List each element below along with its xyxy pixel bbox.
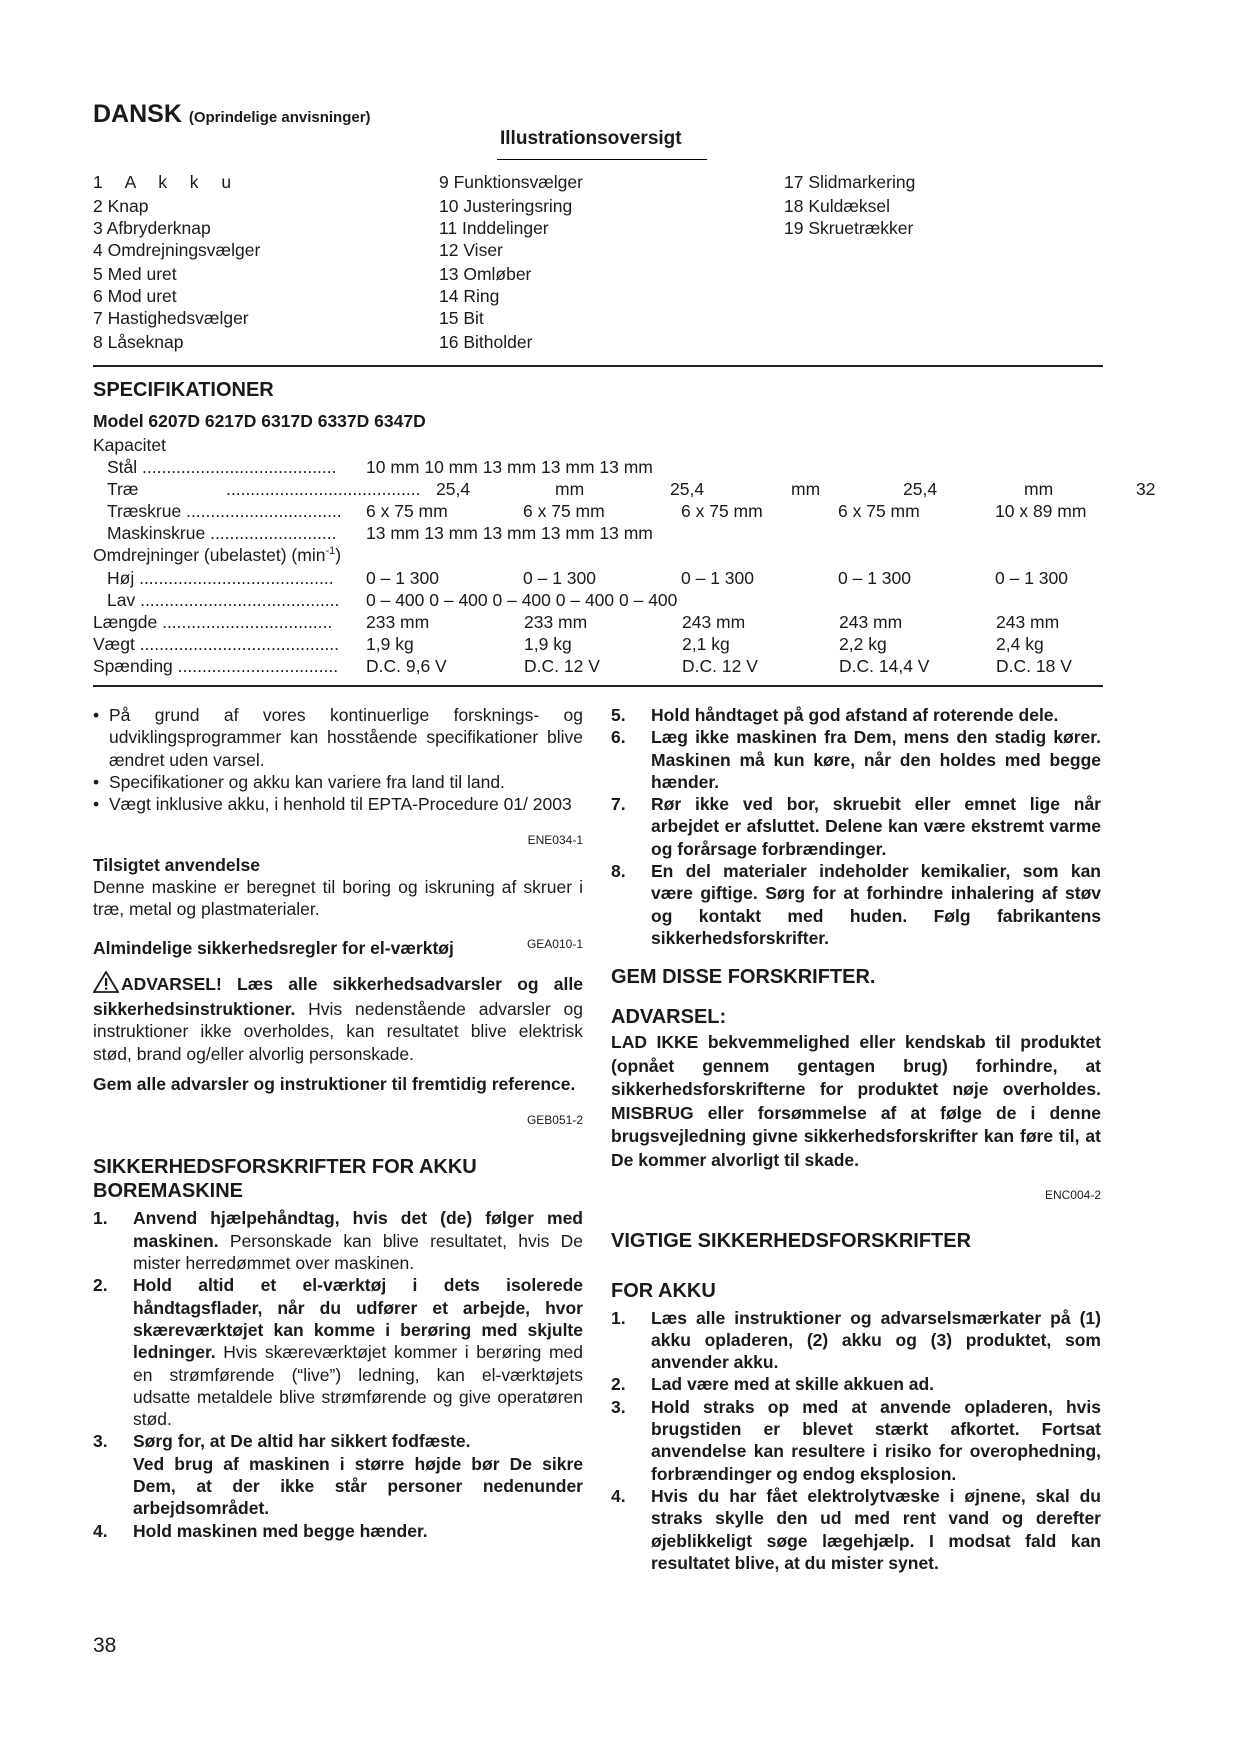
warning-icon <box>93 971 119 998</box>
list-item <box>611 1373 1101 1395</box>
language-subtitle: (Oprindelige anvisninger) <box>188 109 371 126</box>
item-number: 1. <box>93 1208 108 1229</box>
spec-spaending-v5: D.C. 18 V <box>996 656 1072 676</box>
spec-note: • Vægt inklusive akku, i henhold til EPTA-Procedure 01/ 2003 <box>93 793 583 815</box>
spec-laengde-label: Længde ................................... <box>93 612 333 632</box>
warning-text: Hvis nedenstående advarsler og instruktioner ikke overholdes, kan resultatet blive elektrisk stød, brand og/eller alvorlig personskade. <box>93 998 583 1064</box>
item-bold: Læs alle instruktioner og advarselsmærkater på (1) akku opladeren, (2) akku og (3) produktet, som anvender akku. <box>651 1307 1101 1373</box>
spec-hoj-v3: 0 – 1 300 <box>681 568 754 588</box>
doc-code: ENE034-1 <box>527 833 583 848</box>
spec-hoj-label: Høj ........................................ <box>107 568 334 588</box>
illustration-list-col1 <box>93 171 423 353</box>
spec-omdrejninger-unit: -1 <box>325 545 336 558</box>
list-item: 7 Hastighedsvælger <box>93 308 249 328</box>
list-item <box>611 704 1101 726</box>
spec-vaegt-v4: 2,2 kg <box>839 634 887 654</box>
item-number: 7. <box>611 794 626 815</box>
item-number: 5. <box>611 705 626 725</box>
general-safety-title: Almindelige sikkerhedsregler for el-værktøj <box>93 937 454 958</box>
list-item: 13 Omløber <box>439 264 532 284</box>
drill-safety-list <box>93 1207 583 1541</box>
spec-spaending-v4: D.C. 14,4 V <box>839 656 930 676</box>
keep-instructions: Gem alle advarsler og instruktioner til fremtidig reference. <box>93 1073 576 1094</box>
doc-code: GEA010-1 <box>526 936 583 951</box>
spec-vaegt-label: Vægt ......................................... <box>93 634 340 654</box>
spec-trae-mm2: mm <box>791 479 821 499</box>
list-item: 2 Knap <box>93 196 149 216</box>
list-item: 10 Justeringsring <box>439 196 573 216</box>
illustration-list-col2 <box>439 171 769 353</box>
spec-omdrejninger-label: Omdrejninger (ubelastet) (min <box>93 545 326 565</box>
spec-maskinskrue-label: Maskinskrue .......................... <box>107 523 337 543</box>
general-safety-header <box>93 933 583 959</box>
item-number: 8. <box>611 861 626 882</box>
list-item <box>611 726 1101 793</box>
spec-laengde-v5: 243 mm <box>996 612 1060 632</box>
right-column <box>611 704 1101 1574</box>
item-number: 4. <box>611 1485 626 1506</box>
item-bold: Hold altid et el-værktøj i dets isolerede håndtagsflader, når du udfører et arbejde, hvor skæreværktøjet kan komme i berøring med skjulte ledninger. <box>133 1275 583 1363</box>
list-item <box>611 793 1101 860</box>
intended-use-text: Denne maskine er beregnet til boring og iskruning af skruer i træ, metal og plastmaterialer. <box>93 877 583 920</box>
spec-trae-dots: ........................................ <box>226 479 421 499</box>
list-item <box>611 1307 1101 1374</box>
list-item: 9 Funktionsvælger <box>439 172 583 192</box>
list-item <box>611 860 1101 949</box>
spec-spaending-v3: D.C. 12 V <box>682 656 758 676</box>
spec-hoj-v5: 0 – 1 300 <box>995 568 1068 588</box>
battery-safety-list <box>611 1307 1101 1575</box>
item-bold: Læg ikke maskinen fra Dem, mens den stadig kører. Maskinen må kun køre, når den holdes med begge hænder. <box>651 727 1101 792</box>
spec-spaending-label: Spænding ................................. <box>93 656 339 676</box>
spec-kapacitet: Kapacitet <box>93 435 166 455</box>
spec-lav-values: 0 – 400 0 – 400 0 – 400 0 – 400 0 – 400 <box>366 590 678 610</box>
illustration-title: Illustrationsoversigt <box>500 128 682 149</box>
list-item: 8 Låseknap <box>93 332 184 352</box>
item-number: 1. <box>611 1307 626 1328</box>
list-item: 1 A k k u <box>93 172 232 192</box>
item-number: 2. <box>93 1275 108 1296</box>
spec-traeskrue-v4: 6 x 75 mm <box>838 501 920 521</box>
list-item <box>93 1274 583 1430</box>
item-bold: Hold maskinen med begge hænder. <box>133 1520 428 1541</box>
list-item <box>611 1485 1101 1574</box>
spec-note: • Specifikationer og akku kan variere fra land til land. <box>93 771 583 793</box>
left-column <box>93 704 583 1542</box>
doc-code: GEB051-2 <box>526 1113 583 1128</box>
warning-paragraph <box>93 971 583 1065</box>
list-item: 6 Mod uret <box>93 286 177 306</box>
list-item: 5 Med uret <box>93 264 177 284</box>
item-bold: Hold håndtaget på god afstand af roterende dele. <box>651 705 1059 725</box>
item-bold: Hvis du har fået elektrolytvæske i øjnene, skal du straks skylle den ud med rent vand og derefter øjeblikkeligt søge lægehjælp. I modsat fald kan resultatet blive, at du mister synet. <box>651 1485 1101 1573</box>
list-item: 16 Bitholder <box>439 332 533 352</box>
item-bold: Ved brug af maskinen i større højde bør De sikre Dem, at der ikke står personer nedenunder arbejdsområdet. <box>133 1453 583 1519</box>
warning-heading: ADVARSEL: <box>611 1006 727 1029</box>
spec-laengde-v2: 233 mm <box>524 612 588 632</box>
spec-vaegt-v5: 2,4 kg <box>996 634 1044 654</box>
spec-hoj-v2: 0 – 1 300 <box>523 568 596 588</box>
list-item: 18 Kuldæksel <box>784 196 891 216</box>
save-instructions-heading: GEM DISSE FORSKRIFTER. <box>611 966 876 989</box>
page-title <box>93 100 371 129</box>
item-number: 3. <box>93 1431 108 1452</box>
item-text: Personskade kan blive resultatet, hvis De mister herredømmet over maskinen. <box>133 1230 583 1274</box>
spec-traeskrue-label: Træskrue ................................ <box>107 501 342 521</box>
battery-safety-heading: VIGTIGE SIKKERHEDSFORSKRIFTER <box>611 1229 972 1252</box>
spec-trae-mm3: mm <box>1024 479 1054 499</box>
doc-code: ENC004-2 <box>1044 1188 1101 1203</box>
spec-hoj-v4: 0 – 1 300 <box>838 568 911 588</box>
spec-lav-label: Lav ......................................... <box>107 590 340 610</box>
list-item: 14 Ring <box>439 286 500 306</box>
illustration-list-col3 <box>784 171 1114 239</box>
spec-trae-v4: 32 <box>1136 479 1156 499</box>
list-item: 3 Afbryderknap <box>93 218 211 238</box>
item-bold: En del materialer indeholder kemikalier, som kan være giftige. Sørg for at forhindre inhalering af støv og kontakt med huden. Følg fabrikantens sikkerhedsforskrifter. <box>651 861 1101 948</box>
list-item <box>611 1396 1101 1485</box>
specifications-heading: SPECIFIKATIONER <box>93 379 274 401</box>
list-item: 15 Bit <box>439 308 484 328</box>
item-bold: Anvend hjælpehåndtag, hvis det (de) følger med maskinen. <box>133 1208 583 1251</box>
list-item <box>93 1520 583 1542</box>
item-number: 2. <box>611 1374 626 1395</box>
intended-use-title: Tilsigtet anvendelse <box>93 854 260 875</box>
spec-model-line: Model 6207D 6217D 6317D 6337D 6347D <box>93 411 426 431</box>
spec-traeskrue-v1: 6 x 75 mm <box>366 501 448 521</box>
list-item: 12 Viser <box>439 240 503 260</box>
spec-traeskrue-v5: 10 x 89 mm <box>995 501 1087 521</box>
list-item: 17 Slidmarkering <box>784 172 916 192</box>
spec-trae-label: Træ <box>107 479 139 499</box>
spec-staal-values: 10 mm 10 mm 13 mm 13 mm 13 mm <box>366 457 653 477</box>
spec-vaegt-v2: 1,9 kg <box>524 634 572 654</box>
spec-traeskrue-v3: 6 x 75 mm <box>681 501 763 521</box>
spec-omdrejninger-close: ) <box>335 545 342 565</box>
list-item <box>93 1207 583 1274</box>
language-title: DANSK <box>93 100 182 128</box>
item-number: 4. <box>93 1520 108 1541</box>
spec-hoj-v1: 0 – 1 300 <box>366 568 439 588</box>
spec-laengde-v3: 243 mm <box>682 612 746 632</box>
title-underline <box>497 159 707 160</box>
item-bold: Hold straks op med at anvende opladeren, hvis brugstiden er blevet stærkt afkortet. Fortsat anvendelse kan resultere i risiko for overophedning, forbrændinger og endog eksplosion. <box>651 1396 1101 1484</box>
spec-staal-label: Stål ........................................ <box>107 457 337 477</box>
item-text: Hvis skæreværktøjet kommer i berøring med en strømførende (“live”) ledning, kan el-værktøjets udsatte metaldele blive strømførende og give operatøren stød. <box>133 1342 583 1430</box>
spec-spaending-v1: D.C. 9,6 V <box>366 656 447 676</box>
list-item <box>93 1430 583 1519</box>
list-item: 4 Omdrejningsvælger <box>93 240 261 260</box>
item-bold: Lad være med at skille akkuen ad. <box>651 1374 935 1395</box>
spec-traeskrue-v2: 6 x 75 mm <box>523 501 605 521</box>
spec-trae-mm1: mm <box>555 479 585 499</box>
spec-note: • På grund af vores kontinuerlige forsknings- og udviklingsprogrammer kan hosstående specifikationer blive ændret uden varsel. <box>93 704 583 771</box>
warning-bold: ADVARSEL! Læs alle sikkerhedsadvarsler og alle sikkerhedsinstruktioner. <box>93 973 583 1019</box>
divider <box>93 365 1103 367</box>
item-bold: Rør ikke ved bor, skruebit eller emnet lige når arbejdet er afsluttet. Delene kan være ekstremt varme og forårsage forbrændinger. <box>651 794 1101 859</box>
spec-vaegt-v3: 2,1 kg <box>682 634 730 654</box>
spec-trae-v1: 25,4 <box>436 479 471 499</box>
spec-laengde-v4: 243 mm <box>839 612 903 632</box>
spec-trae-v3: 25,4 <box>903 479 938 499</box>
drill-safety-heading: SIKKERHEDSFORSKRIFTER FOR AKKU BOREMASKINE <box>93 1156 477 1203</box>
spec-spaending-v2: D.C. 12 V <box>524 656 600 676</box>
battery-safety-heading-2: FOR AKKU <box>611 1279 716 1302</box>
page-number: 38 <box>93 1634 117 1657</box>
divider <box>93 685 1103 687</box>
list-item: 11 Inddelinger <box>439 218 549 238</box>
item-bold: Sørg for, at De altid har sikkert fodfæste. <box>133 1431 471 1452</box>
spec-trae-v2: 25,4 <box>670 479 705 499</box>
spec-maskinskrue-values: 13 mm 13 mm 13 mm 13 mm 13 mm <box>366 523 653 543</box>
item-number: 3. <box>611 1396 626 1417</box>
warning-text: LAD IKKE bekvemmelighed eller kendskab til produktet (opnået gennem gentagen brug) forhindre, at sikkerhedsforskrifterne for produktet nøje overholdes. MISBRUG eller forsømmelse af at følge de i denne brugsvejledning givne sikkerhedsforskrifter kan føre til, at De kommer alvorligt til skade. <box>611 1032 1101 1170</box>
spec-vaegt-v1: 1,9 kg <box>366 634 414 654</box>
spec-laengde-v1: 233 mm <box>366 612 430 632</box>
spec-omdrejninger <box>93 545 341 566</box>
item-number: 6. <box>611 727 626 748</box>
list-item: 19 Skruetrækker <box>784 218 914 238</box>
